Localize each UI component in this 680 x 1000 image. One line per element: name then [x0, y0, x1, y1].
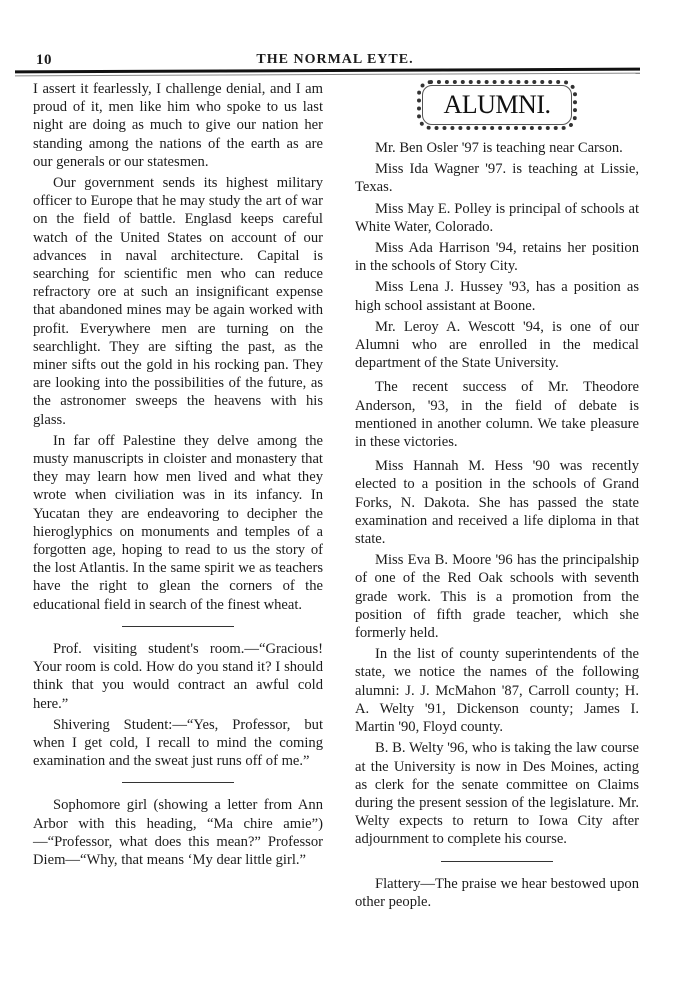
alumni-item: Miss May E. Polley is principal of schools at White Water, Colorado. [355, 200, 639, 235]
alumni-item: Mr. Ben Osler '97 is teaching near Carson. [375, 140, 623, 156]
alumni-item: Miss Ada Harrison '94, retains her position in the schools of Story City. [355, 240, 639, 275]
alumni-item: Miss Hannah M. Hess '90 was recently elected to a position in the schools of Grand Forks, N. Dakota. She has passed the state examination and received a life diploma in that state. [355, 458, 639, 548]
right-column [355, 80, 639, 914]
paragraph: I assert it fearlessly, I challenge denial, and I am proud of it, men like him who spoke to us last night are doing as much to give our nation her standing among the nations of the earth as are our generals or our statesmen. [33, 81, 323, 170]
left-column [33, 80, 323, 872]
alumni-item: The recent success of Mr. Theodore Anderson, '93, in the field of debate is mentioned in another column. We take pleasure in these victories. [355, 379, 639, 451]
page-number: 10 [36, 52, 52, 68]
alumni-item: Miss Eva B. Moore '96 has the principalship of one of the Red Oak schools with seventh grade work. This is a promotion from the position of fifth grade teacher, which she formerly held. [355, 552, 639, 642]
alumni-item: Mr. Leroy A. Wescott '94, is one of our Alumni who are enrolled in the medical department of the State University. [355, 318, 639, 372]
section-divider [122, 782, 234, 783]
section-title: ALUMNI. [443, 90, 551, 119]
anecdote-paragraph: Prof. visiting student's room.—“Gracious! Your room is cold. How do you stand it? I should think that you would contract an awful cold here.” [33, 640, 323, 712]
anecdote-paragraph: Shivering Student:—“Yes, Professor, but when I get cold, I recall to mind the coming examination and the sweat just runs off of me.” [33, 716, 323, 770]
page-header [30, 50, 640, 70]
alumni-item: B. B. Welty '96, who is taking the law course at the University is now in Des Moines, acting as clerk for the senate committee on Claims during the present session of the legislature. Mr. Welty expects to return to Iowa City after adjournment to complete his course. [355, 740, 639, 848]
alumni-item: Miss Lena J. Hussey '93, has a position as high school assistant at Boone. [355, 279, 639, 314]
alumni-heading-ornament [417, 80, 577, 130]
alumni-item: In the list of county superintendents of the state, we notice the names of the following alumni: J. J. McMahon '87, Carroll county; H. A. Welty '91, Dickenson county; James I. Martin '90, Floyd county. [355, 646, 639, 736]
section-divider [122, 626, 234, 627]
anecdote-paragraph: Sophomore girl (showing a letter from Ann Arbor with this heading, “Ma chire amie”)—“Professor, what does this mean?” Professor Diem—“Why, that means ‘My dear little girl.” [33, 797, 323, 868]
header-rule-thin [15, 73, 640, 77]
alumni-item: Miss Ida Wagner '97. is teaching at Lissie, Texas. [355, 161, 639, 196]
paragraph: In far off Palestine they delve among the musty manuscripts in cloister and monastery that they may learn how men lived and what they wrote when civiliation was in its infancy. In Yucatan they are endeavoring to decipher the hieroglyphics on monuments and temples of a forgotten age, hoping to read to us the story of the lost Atlantis. In the same spirit we as teachers have the right to glean the corners of the educational field in search of the finest wheat. [33, 432, 323, 613]
closing-quip: Flattery—The praise we hear bestowed upon other people. [355, 875, 639, 910]
section-divider [441, 861, 553, 862]
publication-title: THE NORMAL EYTE. [256, 52, 414, 67]
paragraph: Our government sends its highest military officer to Europe that he may study the art of war on the field of battle. Englasd keeps careful watch of the United States on account of our advances in naval architecture. Capital is searching for scientific men who can reduce refractory ore at such an insignificant expense that abandoned mines may be again worked with profit. Everywhere men are turning on the searchlight. They are sifting the past, as the miner sifts out the gold in his rocking pan. They are looking into the possibilities of the future, as the astronomer sweeps the heavens with his glass. [33, 175, 323, 428]
